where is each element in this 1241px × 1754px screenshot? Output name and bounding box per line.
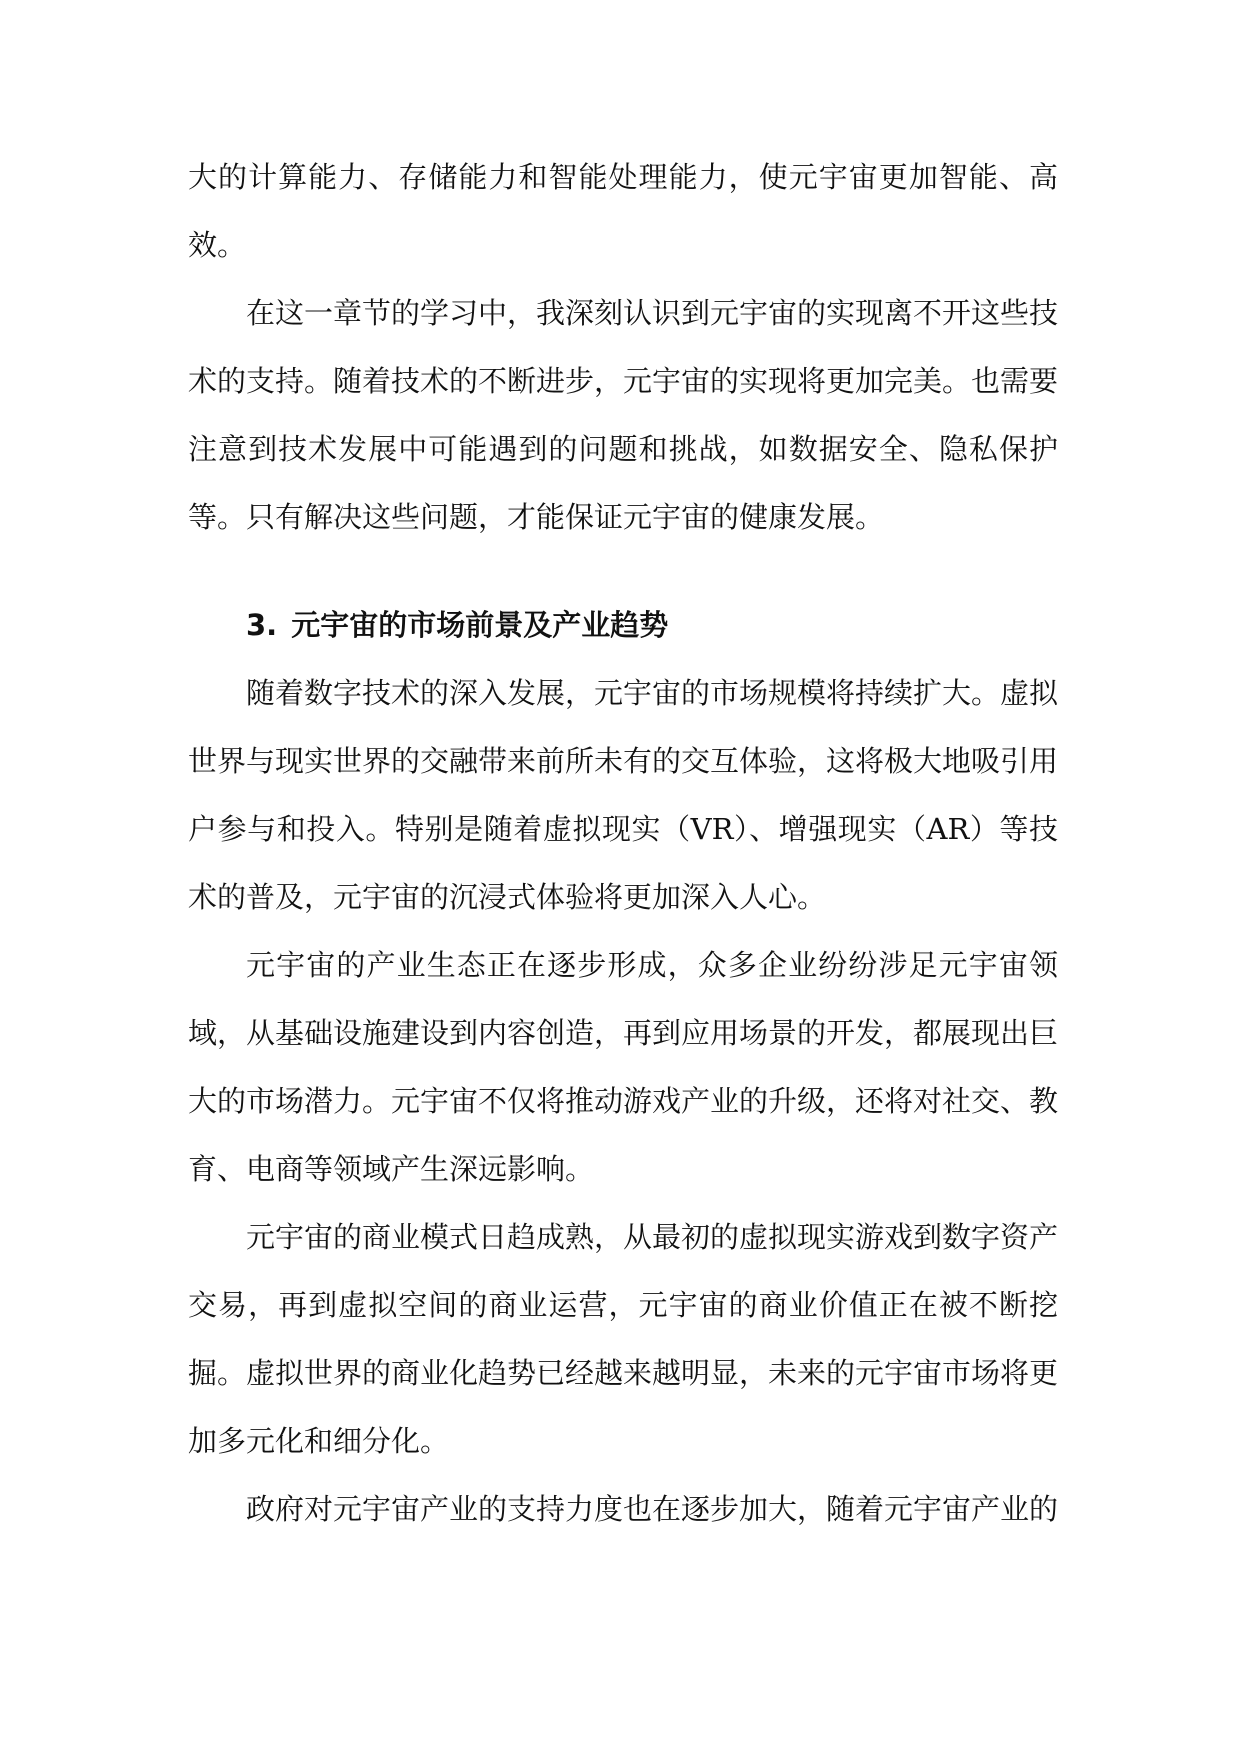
section-title: 元宇宙的市场前景及产业趋势 — [291, 608, 669, 642]
document-body — [188, 143, 1058, 1543]
section-number: 3. — [246, 608, 278, 642]
paragraph: 元宇宙的商业模式日趋成熟，从最初的虚拟现实游戏到数字资产交易，再到虚拟空间的商业运营，元宇宙的商业价值正在被不断挖掘。虚拟世界的商业化趋势已经越来越明显，未来的元宇宙市场将更加多元化和细分化。 — [188, 1220, 1059, 1458]
paragraph-truncated: 政府对元宇宙产业的支持力度也在逐步加大，随着元宇宙产业的 — [246, 1492, 1059, 1526]
paragraph: 在这一章节的学习中，我深刻认识到元宇宙的实现离不开这些技术的支持。随着技术的不断进步，元宇宙的实现将更加完美。也需要注意到技术发展中可能遇到的问题和挑战，如数据安全、隐私保护等。只有解决这些问题，才能保证元宇宙的健康发展。 — [188, 296, 1059, 534]
paragraph: 随着数字技术的深入发展，元宇宙的市场规模将持续扩大。虚拟世界与现实世界的交融带来前所未有的交互体验，这将极大地吸引用户参与和投入。特别是随着虚拟现实（VR）、增强现实（AR）等技术的普及，元宇宙的沉浸式体验将更加深入人心。 — [188, 676, 1059, 914]
paragraph-continued: 大的计算能力、存储能力和智能处理能力，使元宇宙更加智能、高效。 — [188, 160, 1058, 262]
paragraph: 元宇宙的产业生态正在逐步形成，众多企业纷纷涉足元宇宙领域，从基础设施建设到内容创造，再到应用场景的开发，都展现出巨大的市场潜力。元宇宙不仅将推动游戏产业的升级，还将对社交、教育、电商等领域产生深远影响。 — [188, 948, 1059, 1186]
section-heading — [188, 591, 1058, 659]
